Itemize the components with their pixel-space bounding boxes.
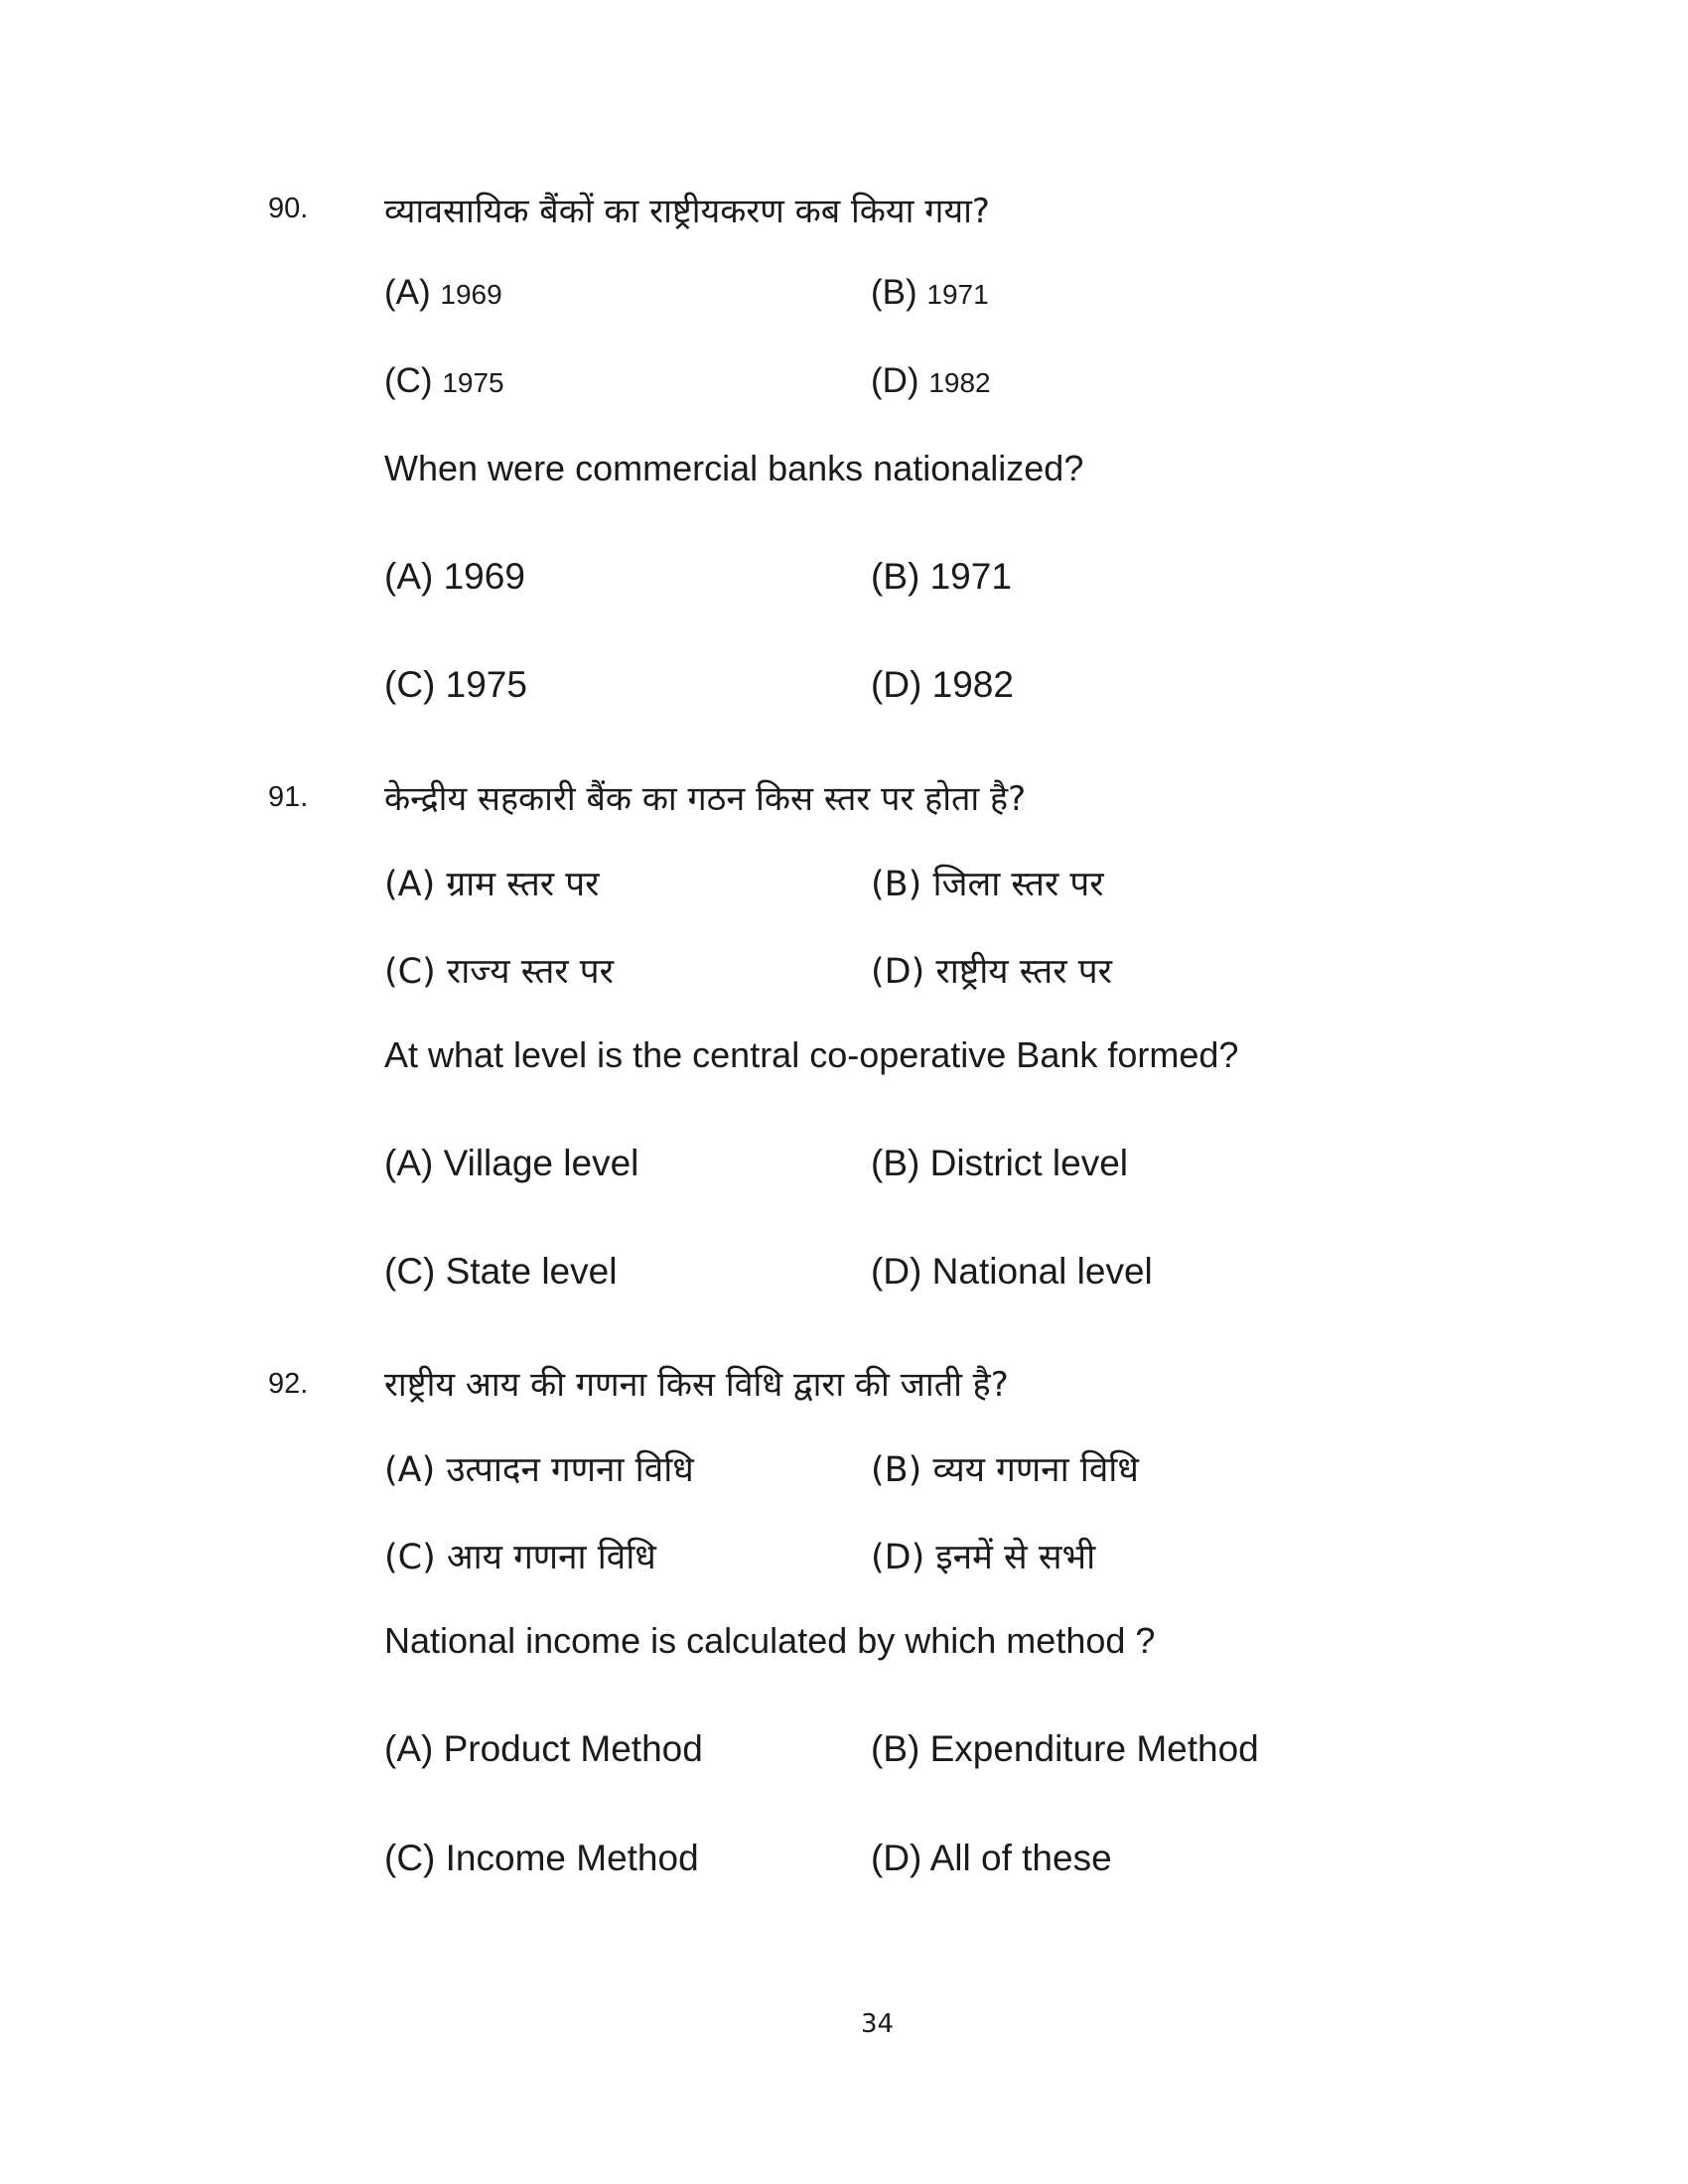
option-label: (C) bbox=[384, 361, 433, 400]
option-label: (D) bbox=[871, 361, 919, 400]
question-92-hindi-text: राष्ट्रीय आय की गणना किस विधि द्वारा की जाती है? bbox=[384, 1365, 1009, 1405]
option-value: 1969 bbox=[440, 279, 502, 310]
question-91-english-option-b: (B) District level bbox=[871, 1143, 1129, 1183]
question-number-91: 91. bbox=[268, 781, 309, 813]
option-value: 1971 bbox=[926, 279, 989, 310]
question-91-hindi-option-a: (A) ग्राम स्तर पर bbox=[384, 865, 600, 904]
question-90-hindi-option-c bbox=[384, 361, 504, 401]
question-92-hindi-option-a: (A) उत्पादन गणना विधि bbox=[384, 1450, 694, 1490]
question-90-english-option-b: (B) 1971 bbox=[871, 556, 1012, 597]
question-92-english-option-a: (A) Product Method bbox=[384, 1728, 703, 1769]
question-91-english-option-c: (C) State level bbox=[384, 1251, 618, 1292]
question-number-90: 90. bbox=[268, 193, 309, 224]
question-92-english-option-c: (C) Income Method bbox=[384, 1838, 699, 1878]
question-91-english-text: At what level is the central co-operative Bank formed? bbox=[384, 1034, 1239, 1075]
question-91-english-option-a: (A) Village level bbox=[384, 1143, 639, 1183]
question-91-hindi-option-c: (C) राज्य स्तर पर bbox=[384, 952, 614, 992]
question-90-english-option-d: (D) 1982 bbox=[871, 664, 1014, 705]
question-92-hindi-option-c: (C) आय गणना विधि bbox=[384, 1538, 656, 1577]
option-label: (B) bbox=[871, 273, 917, 312]
option-value: 1982 bbox=[928, 367, 991, 398]
question-91-hindi-text: केन्द्रीय सहकारी बैंक का गठन किस स्तर पर होता है? bbox=[384, 779, 1027, 819]
question-91-hindi-option-d: (D) राष्ट्रीय स्तर पर bbox=[871, 952, 1112, 992]
question-92-hindi-option-b: (B) व्यय गणना विधि bbox=[871, 1450, 1139, 1490]
option-value: 1975 bbox=[442, 367, 504, 398]
question-90-hindi-text: व्यावसायिक बैंकों का राष्ट्रीयकरण कब किया गया? bbox=[384, 192, 990, 231]
question-92-english-option-b: (B) Expenditure Method bbox=[871, 1728, 1259, 1769]
question-92-hindi-option-d: (D) इनमें से सभी bbox=[871, 1538, 1096, 1577]
question-90-hindi-option-d bbox=[871, 361, 991, 401]
question-91-english-option-d: (D) National level bbox=[871, 1251, 1153, 1292]
question-91-hindi-option-b: (B) जिला स्तर पर bbox=[871, 865, 1104, 904]
option-label: (A) bbox=[384, 273, 431, 312]
question-90-hindi-option-b bbox=[871, 273, 989, 313]
page-number: 34 bbox=[861, 2009, 895, 2039]
question-number-92: 92. bbox=[268, 1368, 309, 1400]
question-90-english-option-c: (C) 1975 bbox=[384, 664, 527, 705]
question-90-hindi-option-a bbox=[384, 273, 502, 313]
question-90-english-option-a: (A) 1969 bbox=[384, 556, 525, 597]
question-92-english-text: National income is calculated by which method ? bbox=[384, 1620, 1156, 1661]
question-90-english-text: When were commercial banks nationalized? bbox=[384, 448, 1084, 488]
question-92-english-option-d: (D) All of these bbox=[871, 1838, 1112, 1878]
